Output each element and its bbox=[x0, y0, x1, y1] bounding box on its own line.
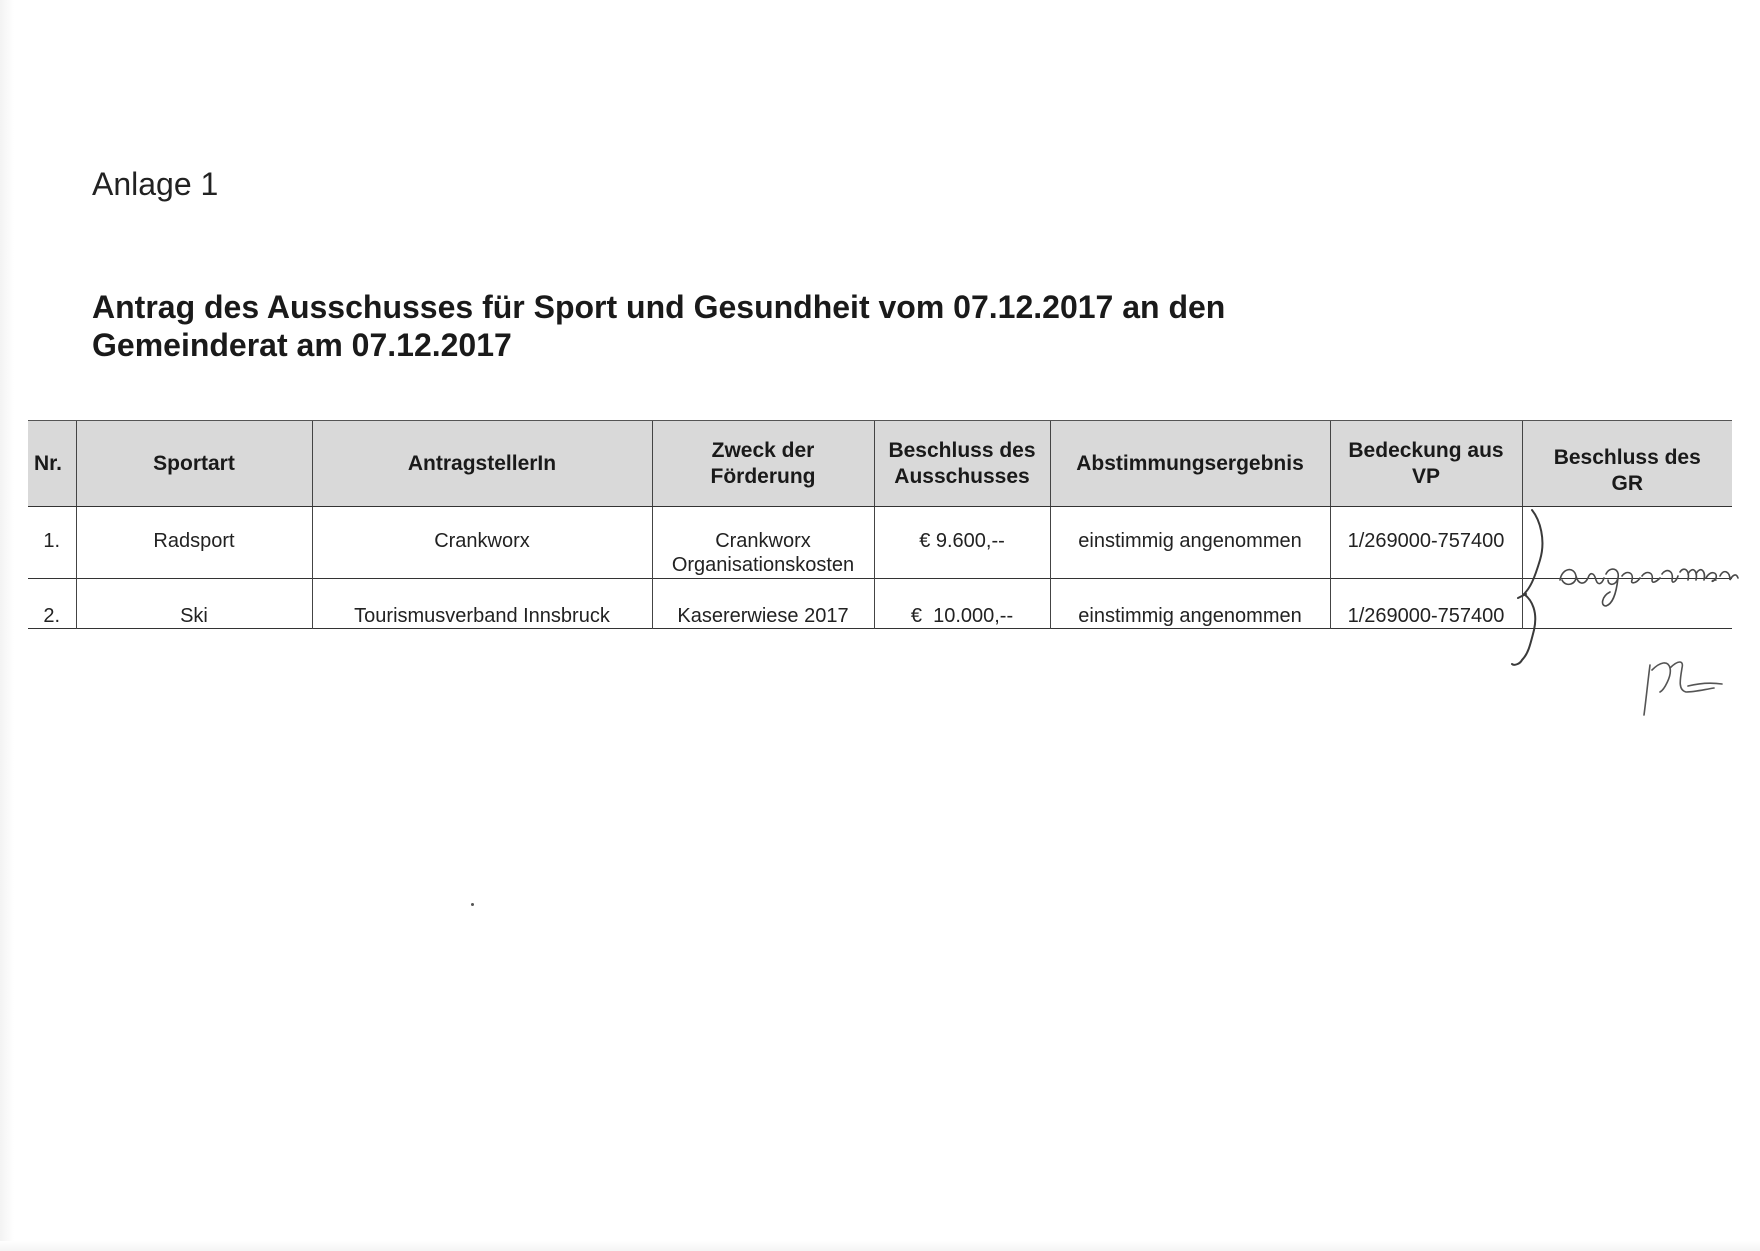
cell-bedeckung: 1/269000-757400 bbox=[1330, 507, 1522, 579]
cell-zweck: Kasererwiese 2017 bbox=[652, 579, 874, 629]
header-beschluss-ausschuss: Beschluss des Ausschusses bbox=[874, 421, 1050, 507]
cell-antragsteller: Crankworx bbox=[312, 507, 652, 579]
header-abstimmung: Abstimmungsergebnis bbox=[1050, 421, 1330, 507]
table-row bbox=[28, 579, 1732, 629]
attachment-label: Anlage 1 bbox=[92, 166, 219, 202]
header-sportart: Sportart bbox=[76, 421, 312, 507]
document-title: Antrag des Ausschusses für Sport und Gesundheit vom 07.12.2017 an den Gemeinderat am 07.12.2017 bbox=[92, 289, 1226, 363]
scan-edge-bottom bbox=[0, 1241, 1760, 1251]
scan-edge bbox=[0, 0, 14, 1251]
cell-abstimmung: einstimmig angenommen bbox=[1050, 579, 1330, 629]
cell-nr: 1. bbox=[43, 530, 61, 552]
header-nr: Nr. bbox=[28, 421, 76, 507]
signature bbox=[1644, 662, 1722, 715]
cell-abstimmung: einstimmig angenommen bbox=[1050, 507, 1330, 579]
header-zweck: Zweck der Förderung bbox=[652, 421, 874, 507]
cell-beschluss-ausschuss: € 9.600,-- bbox=[874, 507, 1050, 579]
scan-speck bbox=[471, 903, 474, 906]
cell-antragsteller: Tourismusverband Innsbruck bbox=[312, 579, 652, 629]
header-bedeckung: Bedeckung aus VP bbox=[1330, 421, 1522, 507]
table-header bbox=[28, 421, 1732, 507]
cell-beschluss-ausschuss: € 10.000,-- bbox=[874, 579, 1050, 629]
table-row bbox=[28, 507, 1732, 579]
cell-beschluss-gr bbox=[1522, 579, 1732, 629]
cell-beschluss-gr bbox=[1522, 507, 1732, 579]
cell-bedeckung: 1/269000-757400 bbox=[1330, 579, 1522, 629]
funding-table bbox=[28, 420, 1732, 629]
cell-nr: 2. bbox=[43, 605, 61, 627]
cell-zweck: Crankworx Organisationskosten bbox=[652, 507, 874, 579]
cell-sportart: Radsport bbox=[76, 507, 312, 579]
header-beschluss-gr: Beschluss des GR bbox=[1522, 421, 1732, 507]
header-antragsteller: AntragstellerIn bbox=[312, 421, 652, 507]
cell-sportart: Ski bbox=[76, 579, 312, 629]
